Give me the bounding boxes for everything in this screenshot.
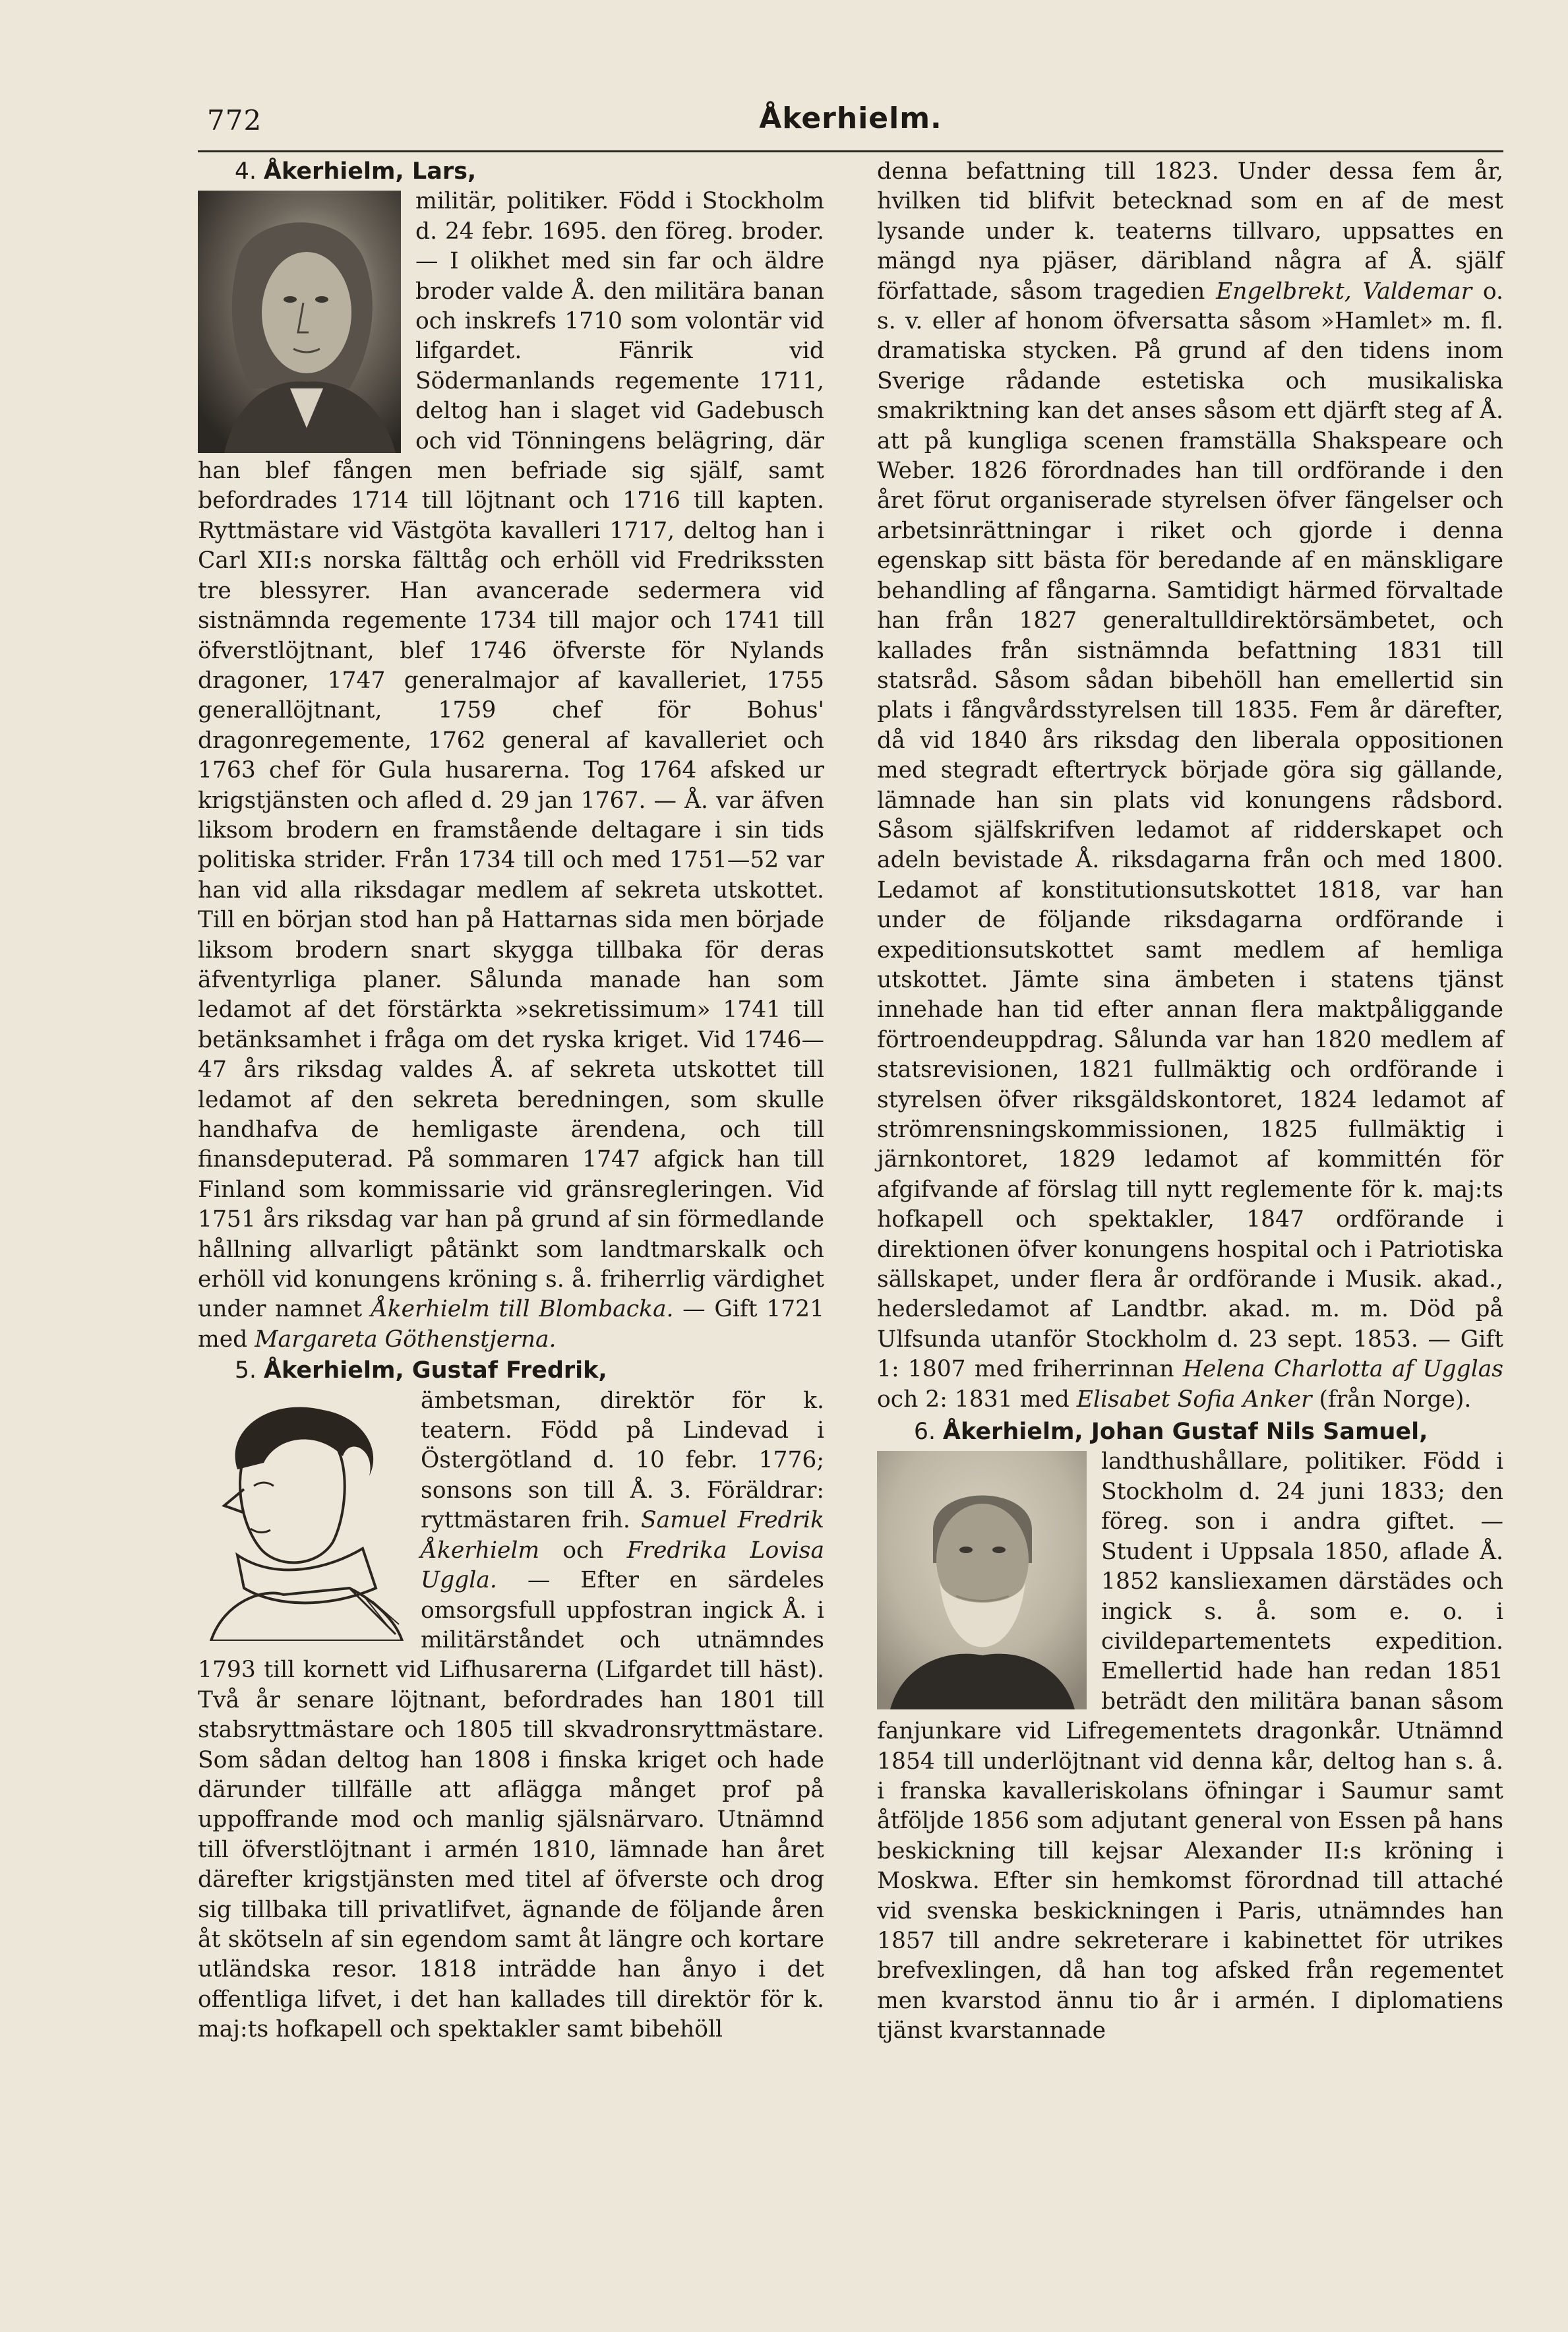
page-header: [198, 98, 1503, 150]
entry-name: Åkerhielm, Johan Gustaf Nils Samuel,: [942, 1419, 1428, 1446]
entry-text-cont: o. s. v. eller af honom öfversatta såsom »Hamlet» m. fl. dramatiska stycken. På grund af den tidens inom Sverige rådande estetiska och musikaliska smakriktning kan det anses såsom ett djärft steg af Å. att på kungliga scenen framställa Shakspeare och Weber. 1826 förordnades han till ordförande i den året förut organiserade styrelsen öfver fängelser och arbetsinrättningar i riket och gjorde i denna egenskap sitt bästa för beredande af en mänskligare behandling af fångarna. Samtidigt härmed förvaltade han från 1827 generaltulldirektörsämbetet, och kallades från sistnämnda befattning 1831 till statsråd. Såsom sådan bibehöll han emellertid sin plats i fångvårdsstyrelsen till 1835. Fem år därefter, då vid 1840 års riksdag den liberala oppositionen med stegradt eftertryck började göra sig gällande, lämnade han sin plats vid konungens rådsbord. Såsom själfskrifven ledamot af ridderskapet och adeln bevistade Å. riksdagarna från och med 1800. Ledamot af konstitutionsutskottet 1818, var han under de följande riksdagarna ordförande i expeditionsutskottet samt medlem af hemliga utskottet. Jämte sina ämbeten i statens tjänst innehade han tid efter annan flera maktpåliggande förtroendeuppdrag. Sålunda var han 1820 medlem af statsrevisionen, 1821 fullmäktig och ordförande i styrelsen öfver riksgäldskontoret, 1824 ledamot af strömrensningskommissionen, 1825 fullmäktig i järnkontoret, 1829 ledamot af kommittén för afgifvande af förslag till nytt reglemente för k. maj:ts hofkapell och spektakler, 1847 ordförande i direktionen öfver konungens hospital och i Patriotiska sällskapet, under flera år ordförande i Musik. akad., hedersledamot af Landtbr. akad. m. m. Död på Ulfsunda utanför Stockholm d. 23 sept. 1853. — Gift 1: 1807 med friherrinnan: [877, 278, 1504, 1383]
entry-text-cont: — Efter en särdeles omsorgsfull uppfostran ingick Å. i militärståndet och utnämndes 1793 till kornett vid Lifhusarerna (Lifgardet till häst). Två år senare löjtnant, befordrades han 1801 till stabsryttmästare och 1805 till skvadronsryttmästare. Som sådan deltog han 1808 i finska kriget och hade därunder tillfälle att aflägga månget prof på uppoffrande mod och manlig själsnärvaro. Utnämnd till öfverstlöjtnant i armén 1810, lämnade han året därefter krigstjänsten med titel af öfverste och drog sig tillbaka till privatlifvet, ägnande de följande åren åt skötseln af sin egendom samt åt längre och kortare utländska resor. 1818 inträdde han ånyo i det offentliga lifvet, i det han kallades till direktör för k. maj:ts hofkapell och spektakler samt bibehöll: [198, 1567, 825, 2043]
entry-text-c: och 2: 1831 med: [877, 1386, 1070, 1413]
mother-name-italic: Fredrika Lovisa Uggla.: [421, 1537, 825, 1594]
entry-wife-italic: Margareta Göthenstjerna.: [255, 1326, 557, 1353]
entry-text: militär, politiker. Född i Stockholm d. 24 febr. 1695. den föreg. broder. — I olikhet med sin far och äldre broder valde Å. den militära banan och inskrefs 1710 som volontär vid lifgardet. Fänrik vid Södermanlands regemente 1711, deltog han i slaget vid Gadebusch och vid Tönningens belägring, där han blef fången men befriade sig själf, samt befordrades 1714 till löjtnant och 1716 till kapten. Ryttmästare vid Västgöta kavalleri 1717, deltog han i Carl XII:s norska fälttåg och erhöll vid Fredrikssten tre blessyrer. Han avancerade sedermera vid sistnämnda regemente 1734 till major och 1741 till öfverstlöjtnant, blef 1746 öfverste för Nylands dragoner, 1747 generalmajor af kavalleriet, 1755 generallöjtnant, 1759 chef för Bohus' dragonregemente, 1762 general af kavalleriet och 1763 chef för Gula husarerna. Tog 1764 afsked ur krigstjänsten och afled d. 29 jan 1767. — Å. var äfven liksom brodern en framstående deltagare i sin tids politiska strider. Från 1734 till och med 1751—52 var han vid alla riksdagar medlem af sekreta utskottet. Till en början stod han på Hattarnas sida men började liksom brodern snart skygga tillbaka för deras äfventyrliga planer. Sålunda manade han som ledamot af det förstärkta »sekretissimum» 1741 till betänksamhet i fråga om det ryska kriget. Vid 1746—47 års riksdag valdes Å. af sekreta utskottet till ledamot af den sekreta beredningen, som skulle handhafva de hemligaste ärendena, och till finansdeputerad. På sommaren 1747 afgick han till Finland som kommissarie vid gränsregleringen. Vid 1751 års riksdag var han på grund af sin förmedlande hållning allvarligt påtänkt som landtmarskalk och erhöll vid konungens kröning s. å. friherrlig värdighet under namnet: [198, 188, 824, 1323]
entry-married: — Gift 1721 med: [198, 1296, 825, 1353]
father-name-italic: Samuel Fredrik Åkerhielm: [421, 1507, 825, 1564]
entry-number: 5.: [235, 1357, 256, 1384]
plays-italic: Engelbrekt, Valdemar: [1216, 278, 1472, 305]
wife2-italic: Elisabet Sofia Anker: [1076, 1386, 1312, 1413]
entry-text: landthushållare, politiker. Född i Stockholm d. 24 juni 1833; den föreg. son i andra giftet. — Student i Uppsala 1850, aflade Å. 1852 kansliexamen därstädes och ingick s. å. som e. o. i civildepartementets expedition. Emellertid hade han redan 1851 beträdt den militära banan såsom fanjunkare vid Lifregementets dragonkår. Utnämnd 1854 till underlöjtnant vid denna kår, deltog han s. å. i franska kavalleriskolans öfningar i Saumur samt åtföljde 1856 som adjutant general von Essen på hans beskickning till kejsar Alexander II:s kröning i Moskwa. Efter sin hemkomst förordnad till attaché vid svenska beskickningen i Paris, utnämndes han 1857 till andre sekreterare i kabinettet för utrikes brefvexlingen, då han tog afsked från regementet men kvarstod ännu tio år i armén. I diplomatiens tjänst kvarstannade: [877, 1448, 1503, 2044]
portrait-engraving-icon: [198, 191, 401, 453]
and-word: och: [562, 1537, 604, 1564]
portrait-sketch-icon: [198, 1390, 406, 1641]
entry-6: [877, 1417, 1503, 1447]
entry-number: 4.: [235, 158, 256, 185]
header-rule: [198, 150, 1503, 152]
entry-text-d: (från Norge).: [1319, 1386, 1472, 1413]
left-column: [198, 157, 824, 2045]
page-number: 772: [207, 104, 262, 137]
entry-4: [198, 157, 824, 187]
entry-text: ämbetsman, direktör för k. teatern. Född på Lindevad i Östergötland d. 10 febr. 1776; sonsons son till Å. 3. Föräldrar: ryttmästaren frih.: [421, 1387, 824, 1534]
entry-text: denna befattning till 1823. Under dessa fem år, hvilken tid blifvit betecknad som en af de mest lysande under k. teaterns tillvaro, uppsattes en mängd nya pjäser, däribland några af Å. själf författade, såsom tragedien: [877, 158, 1503, 305]
right-column: [877, 157, 1503, 2046]
portrait-photo-icon: [877, 1451, 1087, 1709]
wife1-italic: Helena Charlotta af Ugglas: [1182, 1356, 1504, 1383]
entry-title-italic: Åkerhielm till Blombacka.: [371, 1296, 674, 1323]
entry-name: Åkerhielm, Lars,: [263, 158, 477, 185]
entry-5: [198, 1356, 824, 1386]
entry-number: 6.: [914, 1419, 936, 1446]
entry-name: Åkerhielm, Gustaf Fredrik,: [263, 1357, 607, 1384]
running-head: Åkerhielm.: [759, 102, 942, 135]
entry-5-continued: [877, 157, 1503, 1415]
